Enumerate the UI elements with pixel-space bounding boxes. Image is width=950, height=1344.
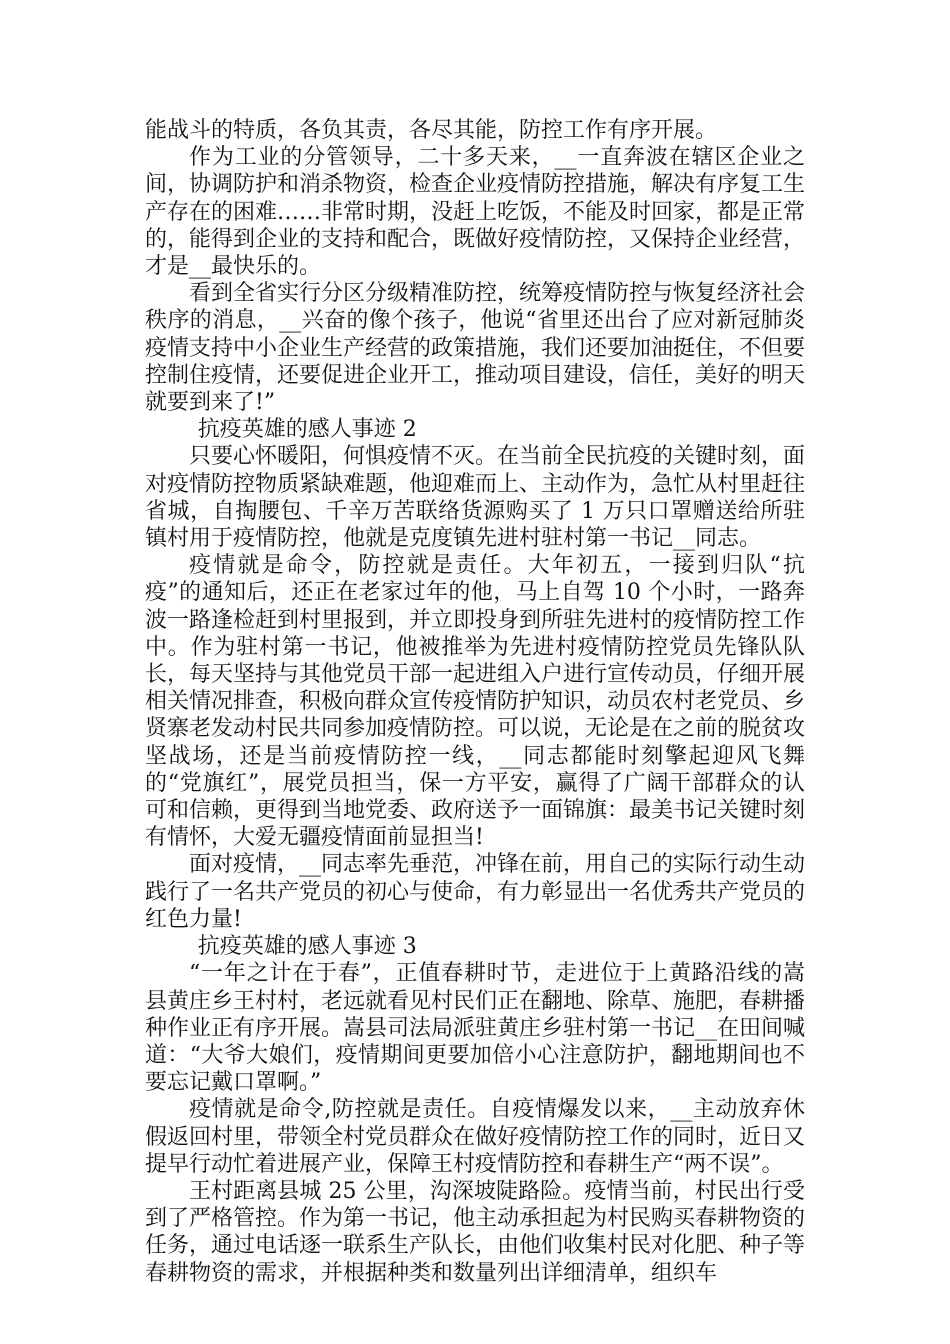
- paragraph-5: 疫情就是命令，防控就是责任。大年初五，一接到归队“抗疫”的通知后，还正在老家过年的他，马上自驾 10 个小时，一路奔波一路逢检赶到村里报到，并立即投身到所驻先进村的疫情防控工作中。作为驻村第一书记，他被推举为先进村疫情防控党员先锋队队长，每天坚持与其他党员干部一起进组入户进行宣传动员，仔细开展相关情况排查，积极向群众宣传疫情防护知识，动员农村老党员、乡贤寨老发动村民共同参加疫情防控。可以说，无论是在之前的脱贫攻坚战场，还是当前疫情防控一线，__同志都能时刻擎起迎风飞舞的“党旗红”，展党员担当，保一方平安，赢得了广阔干部群众的认可和信赖，更得到当地党委、政府送予一面锦旗：最美书记关键时刻有情怀，大爱无疆疫情面前显担当!: [145, 553, 806, 851]
- paragraph-7: “一年之计在于春”，正值春耕时节，走进位于上黄路沿线的嵩县黄庄乡王村村，老远就看见村民们正在翻地、除草、施肥，春耕播种作业正有序开展。嵩县司法局派驻黄庄乡驻村第一书记__在田间喊道：“大爷大娘们，疫情期间更要加倍小心注意防护，翻地期间也不要忘记戴口罩啊。”: [145, 961, 806, 1096]
- section-heading-3: 抗疫英雄的感人事迹 3: [197, 934, 417, 960]
- paragraph-2: 作为工业的分管领导，二十多天来，__一直奔波在辖区企业之间，协调防护和消杀物资，检查企业疫情防控措施，解决有序复工生产存在的困难……非常时期，没赶上吃饭，不能及时回家，都是正常的，能得到企业的支持和配合，既做好疫情防控，又保持企业经营，才是__最快乐的。: [145, 145, 806, 280]
- paragraph-3: 看到全省实行分区分级精准防控，统筹疫情防控与恢复经济社会秩序的消息，__兴奋的像个孩子，他说“省里还出台了应对新冠肺炎疫情支持中小企业生产经营的政策措施，我们还要加油挺住，不但要控制住疫情，还要促进企业开工，推动项目建设，信任，美好的明天就要到来了!”: [145, 281, 806, 416]
- paragraph-9: 王村距离县城 25 公里，沟深坡陡路险。疫情当前，村民出行受到了严格管控。作为第一书记，他主动承担起为村民购买春耕物资的任务，通过电话逐一联系生产队长，由他们收集村民对化肥、种子等春耕物资的需求，并根据种类和数量列出详细清单，组织车: [145, 1178, 806, 1286]
- paragraph-8: 疫情就是命令,防控就是责任。自疫情爆发以来，__主动放弃休假返回村里，带领全村党员群众在做好疫情防控工作的同时，近日又提早行动忙着进展产业，保障王村疫情防控和春耕生产“两不误”。: [145, 1097, 806, 1177]
- paragraph-6: 面对疫情，__同志率先垂范，冲锋在前，用自己的实际行动生动践行了一名共产党员的初心与使命，有力彰显出一名优秀共产党员的红色力量!: [145, 852, 806, 932]
- document-body: [145, 117, 805, 1287]
- section-heading-2: 抗疫英雄的感人事迹 2: [197, 417, 417, 443]
- paragraph-4: 只要心怀暖阳，何惧疫情不灭。在当前全民抗疫的关键时刻，面对疫情防控物质紧缺难题，他迎难而上、主动作为，急忙从村里赶往省城，自掏腰包、千辛万苦联络货源购买了 1 万只口罩赠送给所驻镇村用于疫情防控，他就是克度镇先进村驻村第一书记__同志。: [145, 444, 806, 552]
- paragraph-1: 能战斗的特质，各负其责，各尽其能，防控工作有序开展。: [145, 118, 718, 143]
